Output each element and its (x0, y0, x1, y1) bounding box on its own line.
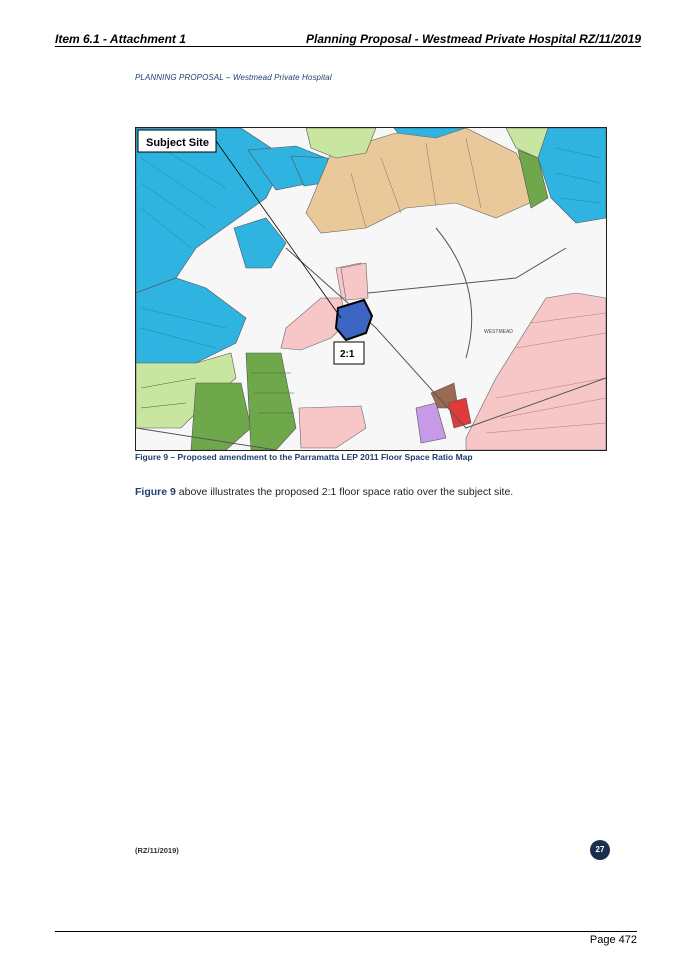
page-number: Page 472 (589, 934, 637, 946)
figure-description (135, 486, 513, 498)
page-number-badge: 27 (590, 840, 610, 860)
document-subheading: PLANNING PROPOSAL – Westmead Private Hospital (135, 73, 332, 82)
fsr-map-figure (135, 127, 607, 451)
figure-caption: Figure 9 – Proposed amendment to the Parramatta LEP 2011 Floor Space Ratio Map (135, 452, 473, 462)
footer-divider (55, 931, 637, 932)
fsr-label: 2:1 (340, 349, 355, 360)
header-title: Planning Proposal - Westmead Private Hospital RZ/11/2019 (306, 32, 641, 46)
figure-reference: Figure 9 (135, 486, 176, 498)
fsr-map (136, 128, 606, 450)
subject-site-label: Subject Site (146, 137, 209, 149)
page-header (55, 30, 641, 47)
document-reference: (RZ/11/2019) (135, 846, 179, 855)
westmead-place-label: WESTMEAD (484, 329, 513, 335)
figure-description-text: above illustrates the proposed 2:1 floor space ratio over the subject site. (175, 486, 514, 498)
header-attachment: Item 6.1 - Attachment 1 (55, 32, 186, 46)
